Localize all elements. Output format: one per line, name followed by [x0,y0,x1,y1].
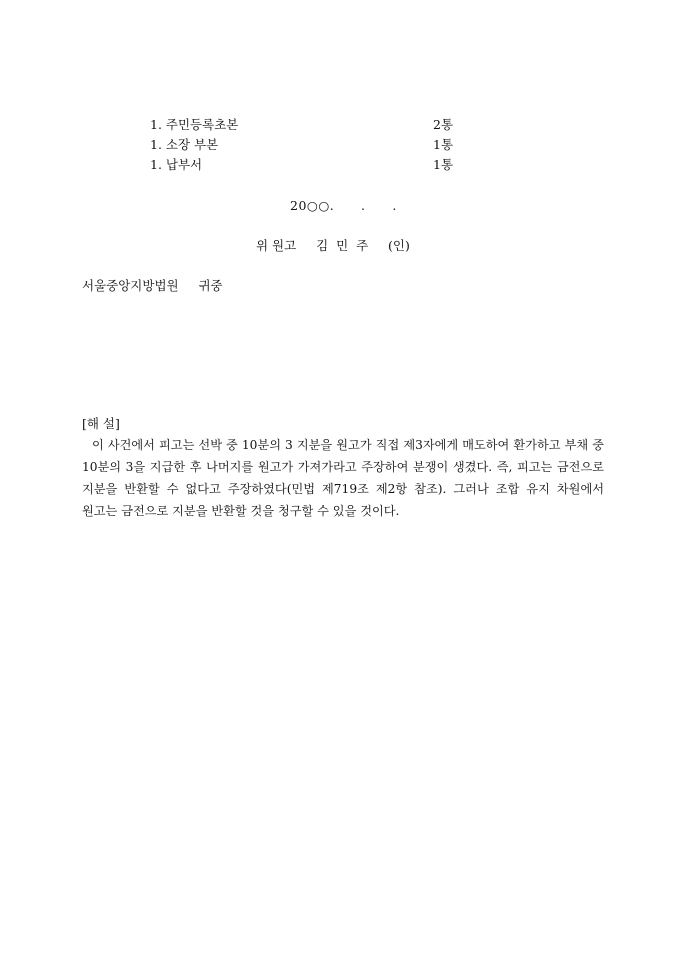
attachment-row [150,116,460,134]
commentary-section [82,414,604,522]
attachment-quantity: 1통 [433,157,454,172]
commentary-body: 이 사건에서 피고는 선박 중 10분의 3 지분을 원고가 직접 제3자에게 매도하여 환가하고 부채 중 10분의 3을 지급한 후 나머지를 원고가 가져가라고 주장하여 분쟁이 생겼다. 즉, 피고는 금전으로 지분을 반환할 수 없다고 주장하였다(민법 제719조 제2항 참조). 그러나 조합 유지 차원에서 원고는 금전으로 지분을 반환할 것을 청구할 수 있을 것이다. [82,438,604,518]
attachment-quantity: 2통 [433,117,454,132]
plaintiff-signature: 위 원고 김 민 주 (인) [256,238,410,253]
attachment-quantity: 1통 [433,137,454,152]
document-date: 20○○. . . [290,198,397,213]
court-addressee: 서울중앙지방법원 귀중 [82,278,223,293]
commentary-heading: [해 설] [82,416,120,431]
attachment-item: 1. 납부서 [150,157,203,172]
attachment-item: 1. 소장 부본 [150,137,219,152]
attachment-item: 1. 주민등록초본 [150,117,239,132]
attachment-row [150,156,460,174]
attachment-row [150,136,460,154]
